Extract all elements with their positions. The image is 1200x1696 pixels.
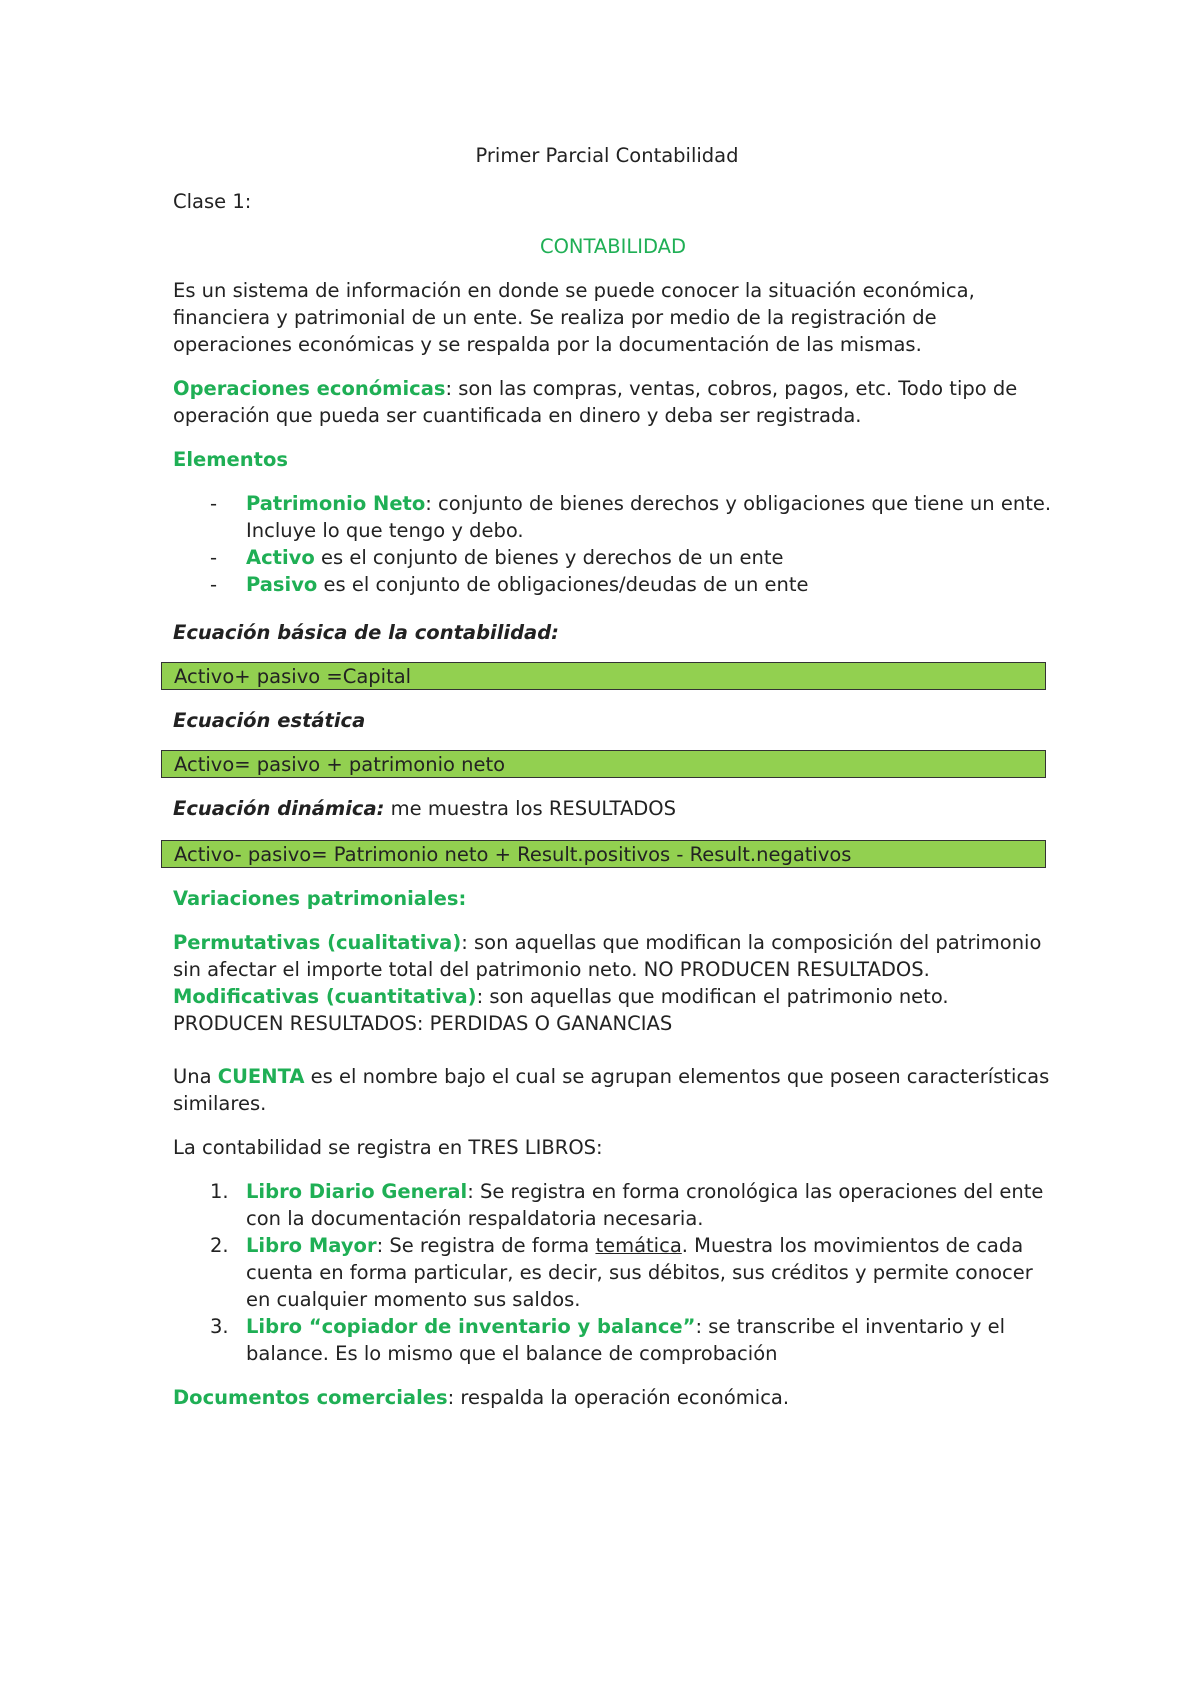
elemento-term: Activo bbox=[246, 546, 315, 569]
libro-term: Libro Diario General bbox=[246, 1180, 468, 1203]
list-item bbox=[173, 1178, 1053, 1232]
libro-text: : Se registra de forma bbox=[376, 1234, 596, 1257]
list-item bbox=[173, 1232, 1053, 1313]
permutativas-text: : son aquellas que modifican la composición del patrimonio sin afectar el importe total del patrimonio neto. NO PRODUCEN RESULTADOS. bbox=[173, 931, 1042, 981]
elemento-text: es el conjunto de bienes y derechos de un ente bbox=[314, 546, 784, 569]
list-number: 3. bbox=[210, 1315, 229, 1338]
dash-bullet: - bbox=[210, 492, 218, 515]
elemento-text: : conjunto de bienes derechos y obligaciones que tiene un ente. Incluye lo que tengo y debo. bbox=[246, 492, 1052, 542]
elemento-term: Patrimonio Neto bbox=[246, 492, 426, 515]
libros-list bbox=[173, 1178, 1053, 1367]
section-heading-contabilidad: CONTABILIDAD bbox=[539, 235, 687, 258]
documentos-term: Documentos comerciales bbox=[173, 1386, 448, 1409]
elemento-term: Pasivo bbox=[246, 573, 318, 596]
list-item bbox=[173, 490, 1053, 544]
documentos-paragraph bbox=[173, 1384, 1053, 1411]
list-item bbox=[173, 1313, 1053, 1367]
documentos-text: : respalda la operación económica. bbox=[447, 1386, 790, 1409]
modificativas-text: : son aquellas que modifican el patrimonio neto. PRODUCEN RESULTADOS: PERDIDAS O GANANCIAS bbox=[173, 985, 949, 1035]
modificativas-term: Modificativas (cuantitativa) bbox=[173, 985, 477, 1008]
elementos-list bbox=[173, 490, 1053, 598]
modificativas-paragraph bbox=[173, 983, 1053, 1037]
cuenta-text: es el nombre bajo el cual se agrupan elementos que poseen características similares. bbox=[173, 1065, 1050, 1115]
ecuacion-dinamica-label: Ecuación dinámica: bbox=[173, 797, 385, 820]
ecuacion-dinamica-text: me muestra los RESULTADOS bbox=[384, 797, 677, 820]
cuenta-paragraph bbox=[173, 1063, 1053, 1117]
cuenta-pre: Una bbox=[173, 1065, 218, 1088]
libro-term: Libro “copiador de inventario y balance” bbox=[246, 1315, 696, 1338]
document-body bbox=[173, 142, 1053, 1411]
ecuacion-dinamica-paragraph bbox=[173, 795, 1053, 822]
operaciones-paragraph bbox=[173, 375, 1053, 429]
libro-term: Libro Mayor bbox=[246, 1234, 377, 1257]
permutativas-term: Permutativas (cualitativa) bbox=[173, 931, 462, 954]
libro-text: . Muestra los movimientos de cada cuenta en forma particular, es decir, sus débitos, sus créditos y permite conocer en cualquier momento sus saldos. bbox=[246, 1234, 1033, 1311]
ecuacion-basica-box: Activo+ pasivo =Capital bbox=[161, 662, 1046, 690]
permutativas-paragraph bbox=[173, 929, 1053, 983]
ecuacion-estatica-label: Ecuación estática bbox=[173, 709, 366, 732]
ecuacion-dinamica-box: Activo- pasivo= Patrimonio neto + Result.positivos - Result.negativos bbox=[161, 840, 1046, 868]
ecuacion-basica-label: Ecuación básica de la contabilidad: bbox=[173, 621, 559, 644]
ecuacion-estatica-box: Activo= pasivo + patrimonio neto bbox=[161, 750, 1046, 778]
dash-bullet: - bbox=[210, 546, 218, 569]
list-number: 1. bbox=[210, 1180, 229, 1203]
document-title: Primer Parcial Contabilidad bbox=[475, 144, 739, 167]
libro-text: : se transcribe el inventario y el balance. Es lo mismo que el balance de comprobación bbox=[246, 1315, 1006, 1365]
variaciones-heading: Variaciones patrimoniales: bbox=[173, 887, 467, 910]
elementos-heading: Elementos bbox=[173, 448, 288, 471]
cuenta-term: CUENTA bbox=[217, 1065, 305, 1088]
libros-intro: La contabilidad se registra en TRES LIBROS: bbox=[173, 1136, 603, 1159]
libro-underlined-word: temática bbox=[595, 1234, 682, 1257]
list-item bbox=[173, 544, 1053, 571]
operaciones-term: Operaciones económicas bbox=[173, 377, 446, 400]
elemento-text: es el conjunto de obligaciones/deudas de un ente bbox=[317, 573, 809, 596]
libro-text: : Se registra en forma cronológica las operaciones del ente con la documentación respaldatoria necesaria. bbox=[246, 1180, 1044, 1230]
operaciones-text: : son las compras, ventas, cobros, pagos, etc. Todo tipo de operación que pueda ser cuantificada en dinero y deba ser registrada. bbox=[173, 377, 1018, 427]
dash-bullet: - bbox=[210, 573, 218, 596]
list-item bbox=[173, 571, 1053, 598]
list-number: 2. bbox=[210, 1234, 229, 1257]
intro-paragraph: Es un sistema de información en donde se puede conocer la situación económica, financiera y patrimonial de un ente. Se realiza por medio de la registración de operaciones económicas y se respalda por la documentación de las mismas. bbox=[173, 279, 975, 356]
clase-label: Clase 1: bbox=[173, 190, 252, 213]
